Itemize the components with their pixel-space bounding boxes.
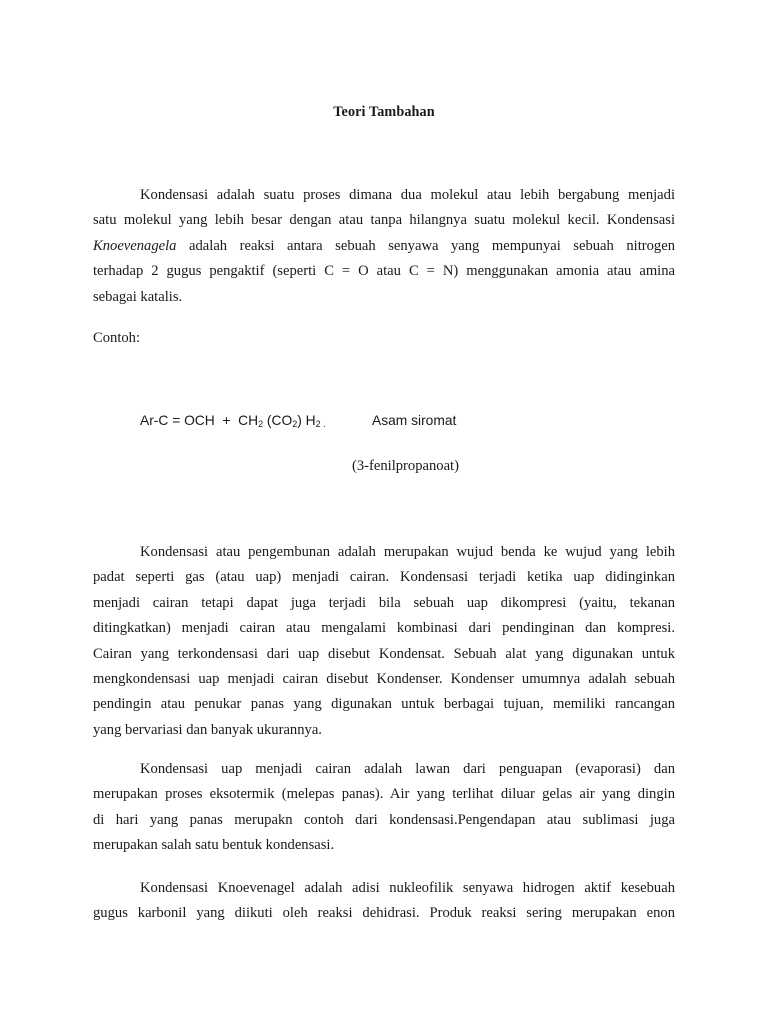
paragraph-2-line: Cairan yang terkondensasi dari uap disebut Kondensat. Sebuah alat yang digunakan untuk [93, 645, 675, 662]
paragraph-1-line: satu molekul yang lebih besar dengan atau tanpa hilangnya suatu molekul kecil. Kondensasi [93, 212, 675, 229]
paragraph-3-line: Kondensasi uap menjadi cairan adalah lawan dari penguapan (evaporasi) dan [140, 761, 675, 777]
paragraph-1-line: sebagai katalis. [93, 288, 183, 305]
paragraph-1-line: terhadap 2 gugus pengaktif (seperti C = O atau C = N) menggunakan amonia atau amina [93, 263, 675, 280]
paragraph-2-line: menjadi cairan tetapi dapat juga terjadi bila sebuah uap dikompresi (yaitu, tekanan [93, 594, 675, 611]
paragraph-1-line-rest: adalah reaksi antara sebuah senyawa yang mempunyai sebuah nitrogen [176, 237, 675, 254]
paragraph-4-line: Kondensasi Knoevenagel adalah adisi nukleofilik senyawa hidrogen aktif kesebuah [140, 880, 675, 896]
page-title: Teori Tambahan [333, 104, 435, 120]
paragraph-3 [93, 757, 675, 859]
reaction-equation [140, 413, 326, 429]
paragraph-4 [93, 876, 675, 927]
reactant-text: ) H [297, 413, 316, 428]
paragraph-1 [93, 183, 675, 310]
product-systematic-name: (3-fenilpropanoat) [352, 458, 459, 474]
reactant-text: (CO [263, 413, 293, 428]
paragraph-2-line: mengkondensasi uap menjadi cairan disebut Kondenser. Kondenser umumnya adalah sebuah [93, 671, 675, 688]
paragraph-2 [93, 540, 675, 743]
paragraph-2-line: padat seperti gas (atau uap) menjadi cairan. Kondensasi terjadi ketika uap didinginkan [93, 569, 675, 586]
paragraph-4-line: gugus karbonil yang diikuti oleh reaksi dehidrasi. Produk reaksi sering merupakan enon [93, 905, 675, 922]
paragraph-2-line: ditingkatkan) menjadi cairan atau mengalami kombinasi dari pendinginan dan kompresi. [93, 620, 675, 637]
subscript: 2 . [315, 419, 326, 429]
paragraph-2-line: Kondensasi atau pengembunan adalah merupakan wujud benda ke wujud yang lebih [140, 544, 675, 560]
subscript: 2 [292, 419, 298, 429]
paragraph-3-line: merupakan proses eksotermik (melepas panas). Air yang terlihat diluar gelas air yang dingin [93, 786, 675, 803]
reactant-text: Ar-C = OCH + CH [140, 413, 259, 428]
contoh-label: Contoh: [93, 330, 141, 346]
paragraph-2-line: yang bervariasi dan banyak ukurannya. [93, 721, 322, 738]
paragraph-3-line: merupakan salah satu bentuk kondensasi. [93, 837, 335, 854]
product-name: Asam siromat [372, 413, 457, 428]
paragraph-2-line: pendingin atau penukar panas yang digunakan untuk berbagai tujuan, memiliki rancangan [93, 696, 675, 713]
subscript: 2 [258, 419, 264, 429]
paragraph-1-line [93, 234, 675, 259]
paragraph-3-line: di hari yang panas merupakn contoh dari kondensasi.Pengendapan atau sublimasi juga [93, 811, 675, 828]
paragraph-1-line: Kondensasi adalah suatu proses dimana dua molekul atau lebih bergabung menjadi [140, 187, 675, 203]
knoevenagela-term: Knoevenagela [93, 237, 177, 254]
